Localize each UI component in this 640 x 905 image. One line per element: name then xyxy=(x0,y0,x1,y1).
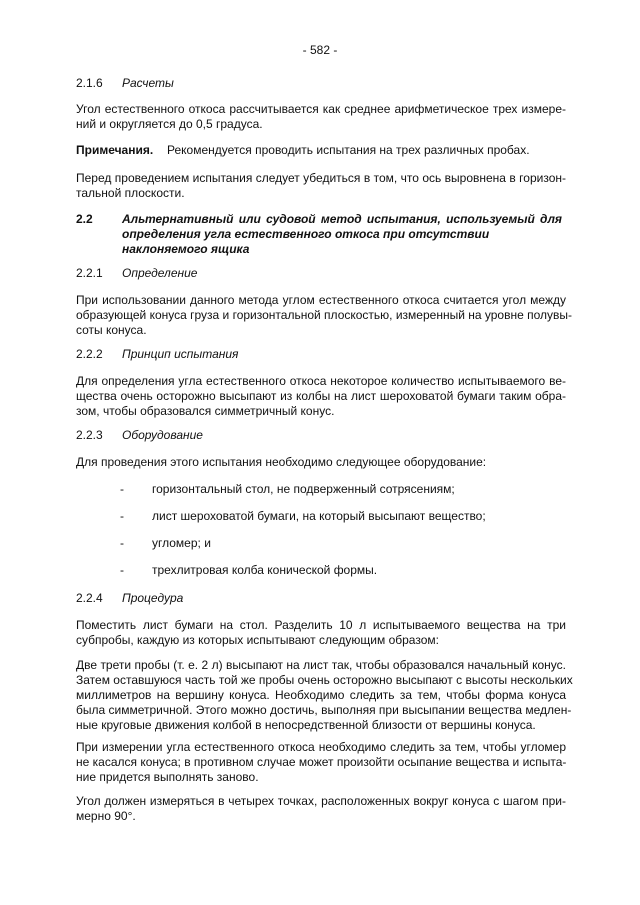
section-2-2-2-title: Принцип испытания xyxy=(122,347,239,361)
text-line: Перед проведением испытания следует убедиться в том, что ось выровнена в горизон- xyxy=(76,171,566,185)
text-line: была симметричной. Этого можно достичь, выполняя при высыпании вещества медлен- xyxy=(76,703,572,717)
text-line: Две трети пробы (т. е. 2 л) высыпают на лист так, чтобы образовался начальный конус. xyxy=(76,658,566,672)
section-2-2-1-paragraph xyxy=(76,293,572,338)
text-line: тальной плоскости. xyxy=(76,186,185,200)
heading-line: определения угла естественного откоса при отсутствии xyxy=(122,227,490,241)
list-dash: - xyxy=(120,536,124,550)
list-dash: - xyxy=(120,509,124,523)
list-dash: - xyxy=(120,482,124,496)
text-line: субпробы, каждую из которых испытывают следующим образом: xyxy=(76,633,439,647)
text-line: мерно 90°. xyxy=(76,809,136,823)
section-2-2-4-title: Процедура xyxy=(122,591,184,605)
section-2-2-4-paragraph-4 xyxy=(76,794,566,824)
note-paragraph xyxy=(76,143,566,158)
section-2-1-6-number: 2.1.6 xyxy=(76,76,103,90)
text-line: При использовании данного метода углом естественного откоса считается угол между xyxy=(76,293,566,307)
section-2-2-4-paragraph-3 xyxy=(76,740,566,785)
text-line: миллиметров на вершину конуса. Необходимо следить за тем, чтобы форма конуса xyxy=(76,688,566,702)
equipment-item: трехлитровая колба конической формы. xyxy=(152,563,378,577)
heading-line: Альтернативный или судовой метод испытания, используемый для xyxy=(122,212,562,226)
text-line: Угол естественного откоса рассчитывается как среднее арифметическое трех измере- xyxy=(76,102,566,116)
text-line: Для определения угла естественного откоса некоторое количество испытываемого ве- xyxy=(76,374,566,388)
text-line: При измерении угла естественного откоса необходимо следить за тем, чтобы угломер xyxy=(76,740,566,754)
section-2-2-3-number: 2.2.3 xyxy=(76,428,103,442)
text-line: ний и округляется до 0,5 градуса. xyxy=(76,117,263,131)
section-2-1-6-paragraph xyxy=(76,102,566,132)
section-2-1-6-title: Расчеты xyxy=(122,76,174,90)
section-2-2-2-paragraph xyxy=(76,374,566,419)
section-2-2-4-paragraph-1 xyxy=(76,618,566,648)
section-2-2-2-number: 2.2.2 xyxy=(76,347,103,361)
section-2-1-6-paragraph-2 xyxy=(76,171,566,201)
section-2-2-1-number: 2.2.1 xyxy=(76,266,103,280)
text-line: щества очень осторожно высыпают из колбы на лист шероховатой бумаги таким обра- xyxy=(76,389,566,403)
section-2-2-number: 2.2 xyxy=(76,212,93,226)
text-line: Затем оставшуюся часть той же пробы очень осторожно высыпают с высоты нескольких xyxy=(76,673,573,687)
text-line: ные круговые движения колбой в непосредственной близости от вершины конуса. xyxy=(76,718,536,732)
section-2-2-1-title: Определение xyxy=(122,266,198,280)
text-line: ние придется выполнять заново. xyxy=(76,770,259,784)
equipment-item: горизонтальный стол, не подверженный сотрясениям; xyxy=(152,482,455,496)
section-2-2-3-title: Оборудование xyxy=(122,428,203,442)
equipment-item: угломер; и xyxy=(152,536,211,550)
page-number: - 582 - xyxy=(302,43,338,57)
section-2-2-4-number: 2.2.4 xyxy=(76,591,103,605)
text-line: Угол должен измеряться в четырех точках, расположенных вокруг конуса с шагом при- xyxy=(76,794,566,808)
note-label: Примечания. xyxy=(76,143,154,157)
text-line: соты конуса. xyxy=(76,323,147,337)
text-line: не касался конуса; в противном случае может произойти осыпание вещества и испыта- xyxy=(76,755,567,769)
text-line: зом, чтобы образовался симметричный конус. xyxy=(76,404,335,418)
equipment-item: лист шероховатой бумаги, на который высыпают вещество; xyxy=(152,509,486,523)
section-2-2-4-paragraph-2 xyxy=(76,658,573,733)
text-line: образующей конуса груза и горизонтальной плоскостью, измеренный на уровне полувы- xyxy=(76,308,572,322)
text-line: Поместить лист бумаги на стол. Разделить 10 л испытываемого вещества на три xyxy=(76,618,566,632)
list-dash: - xyxy=(120,563,124,577)
note-text: Рекомендуется проводить испытания на трех различных пробах. xyxy=(167,143,530,157)
section-2-2-title xyxy=(122,212,562,257)
section-2-2-3-intro: Для проведения этого испытания необходимо следующее оборудование: xyxy=(76,455,487,469)
heading-line: наклоняемого ящика xyxy=(122,242,250,256)
